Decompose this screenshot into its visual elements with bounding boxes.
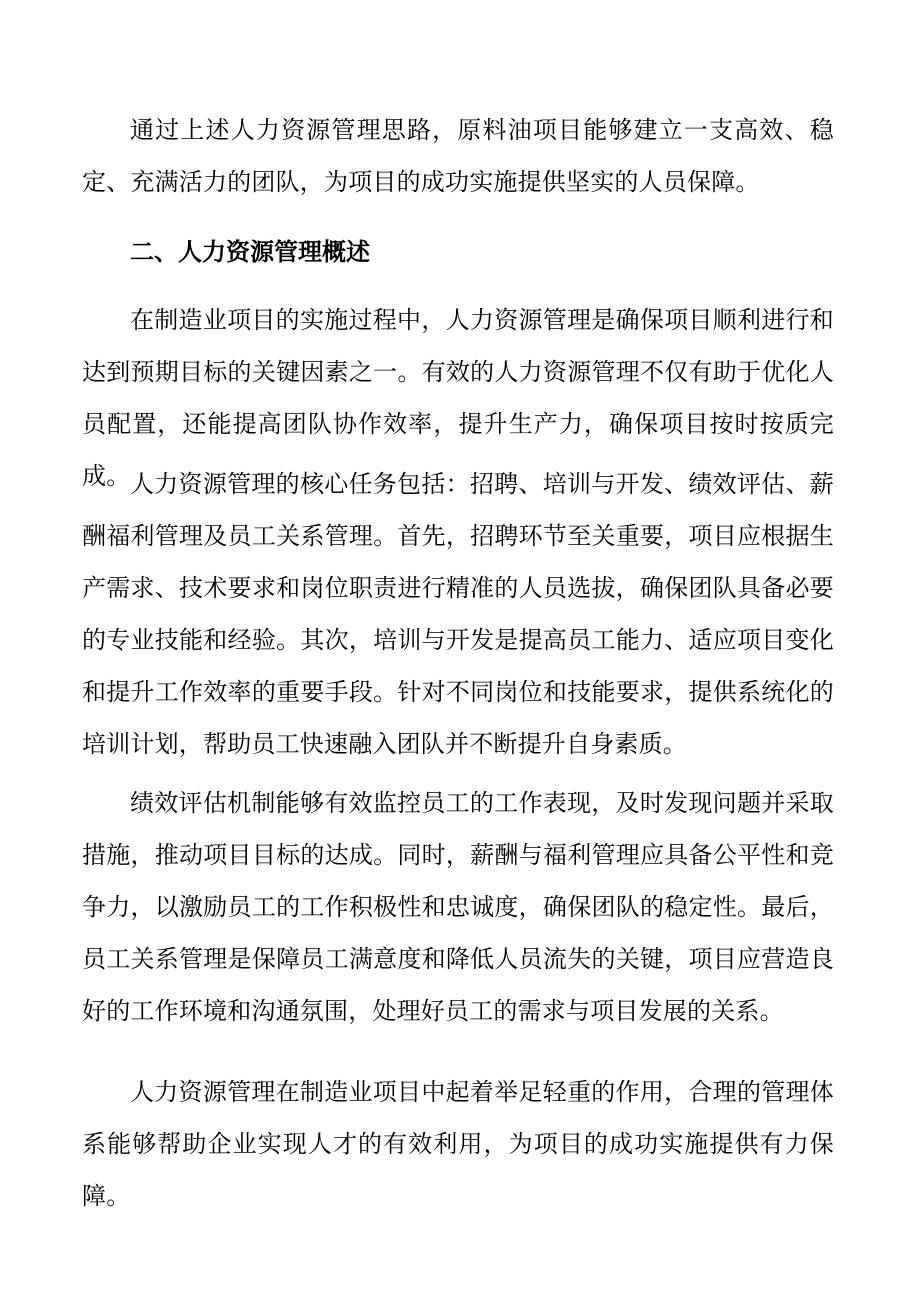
paragraph-overview: 在制造业项目的实施过程中，人力资源管理是确保项目顺利进行和达到预期目标的关键因素之一。有效的人力资源管理不仅有助于优化人员配置，还能提高团队协作效率，提升生产力，确保项目按时按质完成。 xyxy=(82,306,834,490)
section-heading: 二、人力资源管理概述 xyxy=(130,238,370,266)
intro-paragraph: 通过上述人力资源管理思路，原料油项目能够建立一支高效、稳定、充满活力的团队，为项目的成功实施提供坚实的人员保障。 xyxy=(82,116,834,196)
paragraph-core-tasks: 人力资源管理的核心任务包括：招聘、培训与开发、绩效评估、薪酬福利管理及员工关系管理。首先，招聘环节至关重要，项目应根据生产需求、技术要求和岗位职责进行精准的人员选拔，确保团队具备必要的专业技能和经验。其次，培训与开发是提高员工能力、适应项目变化和提升工作效率的重要手段。针对不同岗位和技能要求，提供系统化的培训计划，帮助员工快速融入团队并不断提升自身素质。 xyxy=(82,470,834,758)
paragraph-conclusion: 人力资源管理在制造业项目中起着举足轻重的作用，合理的管理体系能够帮助企业实现人才的有效利用，为项目的成功实施提供有力保障。 xyxy=(82,1078,834,1210)
paragraph-performance: 绩效评估机制能够有效监控员工的工作表现，及时发现问题并采取措施，推动项目目标的达成。同时，薪酬与福利管理应具备公平性和竞争力，以激励员工的工作积极性和忠诚度，确保团队的稳定性。最后，员工关系管理是保障员工满意度和降低人员流失的关键，项目应营造良好的工作环境和沟通氛围，处理好员工的需求与项目发展的关系。 xyxy=(82,789,834,1025)
